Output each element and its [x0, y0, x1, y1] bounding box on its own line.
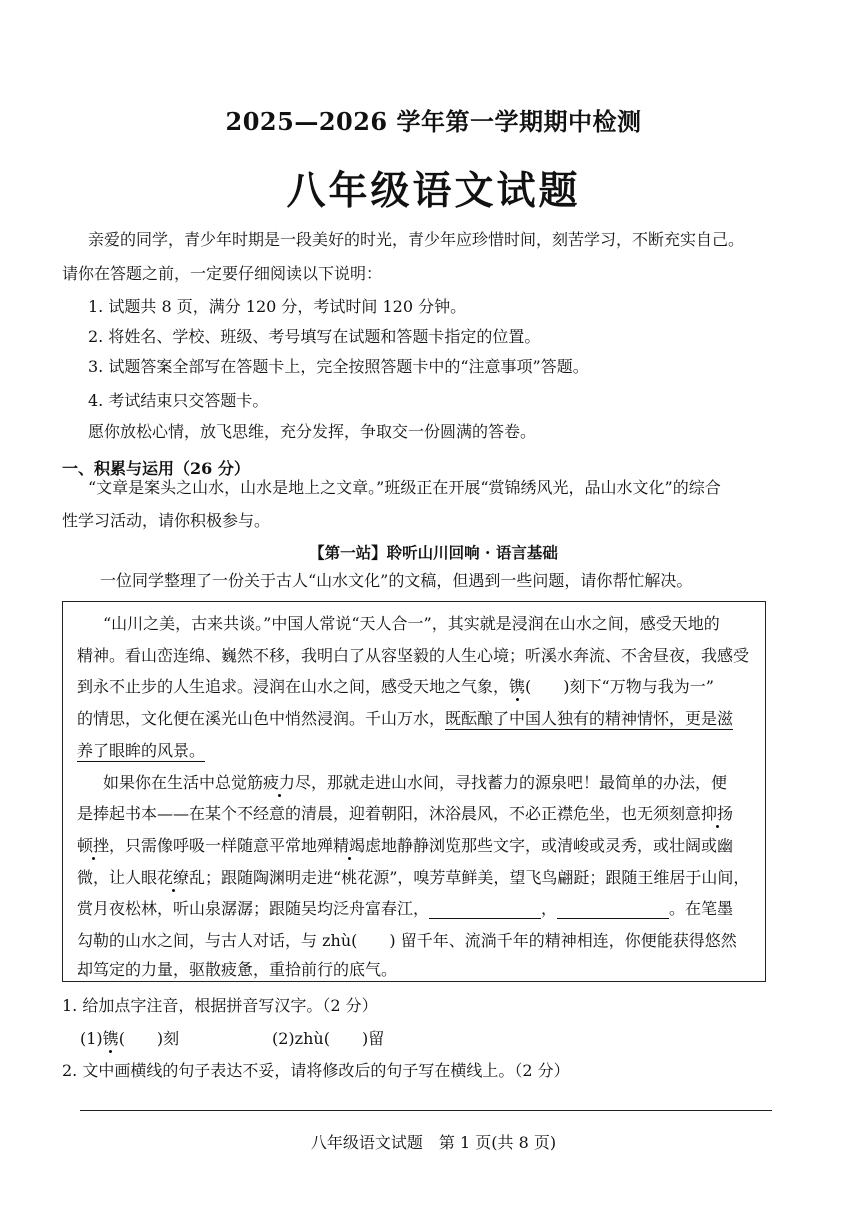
- section-desc-line-2: 性学习活动，请你积极参与。: [62, 511, 271, 530]
- passage-box: [62, 601, 766, 982]
- page-footer: 八年级语文试题 第 1 页(共 8 页): [310, 1133, 557, 1152]
- task-description: 一位同学整理了一份关于古人“山水文化”的文稿，但遇到一些问题，请你帮忙解决。: [100, 571, 693, 590]
- passage-line: [77, 804, 733, 824]
- intro-greeting: 亲爱的同学，青少年时期是一段美好的时光，青少年应珍惜时间，刻苦学习，不断充实自己。: [88, 230, 745, 249]
- exam-title: 八年级语文试题: [286, 168, 581, 214]
- rule-4: 4. 考试结束只交答题卡。: [88, 391, 269, 410]
- passage-line: [77, 868, 749, 888]
- passage-text: 是捧起书本——在某个不经意的清晨，迎着朝阳，沐浴晨风，不必正襟危坐，也无须刻意: [77, 804, 702, 823]
- rule-1: 1. 试题共 8 页，满分 120 分，考试时间 120 分钟。: [88, 297, 467, 316]
- passage-text: 微，让人: [77, 868, 142, 887]
- question-2: 2. 文中画横线的句子表达不妥，请将修改后的句子写在横线上。（2 分）: [62, 1061, 570, 1080]
- station-title: 【第一站】聆听山川回响 · 语言基础: [309, 543, 558, 562]
- passage-line: [77, 836, 733, 856]
- footer-divider: [80, 1110, 772, 1111]
- item-text: ( )刻: [118, 1029, 180, 1048]
- underlined-sentence: 既酝酿了中国人独有的精神情怀，更是滋: [445, 709, 734, 728]
- question-1-item-a: [80, 1029, 179, 1049]
- exam-subtitle: 2025—2026 学年第一学期期中检测: [225, 107, 642, 136]
- fill-blank[interactable]: [429, 902, 541, 919]
- passage-text: ( )刻下“万物与我为一”: [525, 677, 714, 696]
- passage-line: 勾勒的山水之间，与古人对话，与 zhù( ) 留千年、流淌千年的精神相连，你便能获得悠然: [77, 931, 737, 950]
- passage-text: ；跟随陶渊明走进“桃花源”，嗅芳草鲜美，望飞鸟翩跹；跟随王维居于山间，: [205, 868, 750, 887]
- intro-wish: 愿你放松心情，放飞思维，充分发挥，争取交一份圆满的答卷。: [88, 422, 537, 441]
- item-label: (1): [80, 1029, 103, 1048]
- dotted-phrase: 眼花缭乱: [141, 868, 206, 887]
- passage-line: 却笃定的力量，驱散疲惫，重拾前行的底气。: [77, 960, 398, 979]
- passage-line: “山川之美，古来共谈。”中国人常说“天人合一”，其实就是浸润在山水之间，感受天地的: [103, 614, 720, 633]
- dotted-char: 镌: [102, 1029, 119, 1048]
- dotted-phrase: 抑扬: [701, 804, 734, 823]
- dotted-phrase: 筋疲力尽: [247, 773, 312, 792]
- rule-2: 2. 将姓名、学校、班级、考号填写在试题和答题卡指定的位置。: [88, 327, 541, 346]
- question-1-item-b: (2)zhù( )留: [272, 1029, 385, 1048]
- underlined-sentence: 养了眼眸的风景。: [77, 741, 206, 760]
- dotted-phrase: 顿挫: [77, 836, 110, 855]
- passage-line: [77, 677, 714, 697]
- passage-line: [77, 709, 733, 729]
- question-1: 1. 给加点字注音，根据拼音写汉字。（2 分）: [62, 996, 378, 1015]
- passage-line: 精神。看山峦连绵、巍然不移，我明白了从容坚毅的人生心境；听溪水奔流、不舍昼夜，我感受: [77, 646, 750, 665]
- dotted-phrase: 殚精竭虑: [317, 836, 382, 855]
- section-desc-line-1: “文章是案头之山水，山水是地上之文章。”班级正在开展“赏锦绣风光，品山水文化”的综合: [88, 478, 721, 497]
- passage-line: [103, 773, 727, 793]
- passage-line: [77, 899, 733, 919]
- intro-instruction: 请你在答题之前，一定要仔细阅读以下说明：: [62, 264, 383, 283]
- rule-3: 3. 试题答案全部写在答题卡上，完全按照答题卡中的“注意事项”答题。: [88, 357, 589, 376]
- dotted-char: 镌: [509, 677, 526, 696]
- passage-text: 。在笔墨: [669, 899, 734, 918]
- passage-text: 赏月夜松林，听山泉潺潺；跟随吴均泛舟富春江，: [77, 899, 430, 918]
- passage-text: ，只需像呼吸一样随意平常地: [109, 836, 318, 855]
- passage-text: 如果你在生活中总觉: [103, 773, 248, 792]
- fill-blank[interactable]: [557, 902, 669, 919]
- passage-text: 地静静浏览那些文字，或清峻或灵秀，或壮阔或幽: [381, 836, 734, 855]
- section-heading: 一、积累与运用（26 分）: [62, 459, 250, 478]
- passage-text: ，: [541, 899, 558, 918]
- passage-line: [77, 741, 205, 761]
- passage-text: 到永不止步的人生追求。浸润在山水之间，感受天地之气象，: [77, 677, 510, 696]
- passage-text: 的情思，文化便在溪光山色中悄然浸润。千山万水，: [77, 709, 446, 728]
- passage-text: ，那就走进山水间，寻找蓄力的源泉吧！最简单的办法，便: [311, 773, 728, 792]
